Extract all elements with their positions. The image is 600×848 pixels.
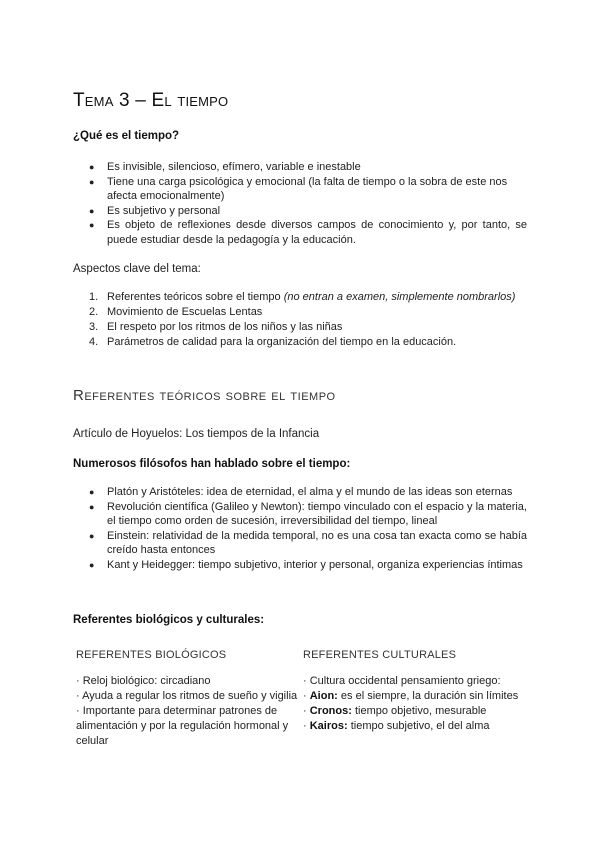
- philosophers-heading: Numerosos filósofos han hablado sobre el tiempo:: [73, 458, 351, 470]
- term-name: Cronos:: [309, 705, 352, 717]
- section-heading-que-es: ¿Qué es el tiempo?: [73, 130, 180, 142]
- biological-column: [76, 648, 298, 749]
- list-item: ● Kant y Heidegger: tiempo subjetivo, interior y personal, organiza experiencias íntimas: [73, 558, 527, 573]
- list-item: ● Es invisible, silencioso, efímero, variable e inestable: [73, 160, 527, 175]
- aspect-item: [73, 290, 543, 305]
- column-line: · Ayuda a regular los ritmos de sueño y vigilia: [76, 690, 298, 702]
- aspects-label: Aspectos clave del tema:: [73, 263, 201, 275]
- item-number: 3.: [89, 321, 99, 333]
- item-number: 4.: [89, 336, 99, 348]
- article-reference: Artículo de Hoyuelos: Los tiempos de la Infancia: [73, 428, 320, 440]
- aspect-item: [73, 320, 543, 335]
- term-desc: tiempo subjetivo, el del alma: [350, 720, 490, 732]
- term-desc: es el siempre, la duración sin límites: [340, 690, 519, 702]
- item-text: Parámetros de calidad para la organización del tiempo en la educación.: [107, 336, 457, 348]
- item-text: Referentes teóricos sobre el tiempo: [107, 291, 281, 303]
- term-name: Kairos:: [309, 720, 348, 732]
- column-header: REFERENTES BIOLÓGICOS: [76, 649, 227, 661]
- term-line: · Aion: es el siempre, la duración sin límites: [303, 690, 519, 702]
- section-title-referentes: Referentes teóricos sobre el tiempo: [73, 387, 336, 404]
- term-line: · Kairos: tiempo subjetivo, el del alma: [303, 720, 490, 732]
- bio-cult-heading: Referentes biológicos y culturales:: [73, 614, 265, 626]
- cultural-column: [303, 648, 533, 734]
- item-number: 2.: [89, 306, 99, 318]
- item-number: 1.: [89, 291, 99, 303]
- que-es-list: [73, 160, 527, 247]
- page-title: Tema 3 – El tiempo: [73, 90, 229, 111]
- list-item: ● Es subjetivo y personal: [73, 204, 527, 219]
- philosophers-list: [73, 485, 527, 572]
- list-item: ● Tiene una carga psicológica y emocional (la falta de tiempo o la sobra de este nos afecta emocionalmente): [73, 175, 527, 204]
- term-name: Aion:: [309, 690, 338, 702]
- aspect-item: [73, 305, 543, 320]
- column-line: · Reloj biológico: circadiano: [76, 675, 211, 687]
- column-header: REFERENTES CULTURALES: [303, 649, 457, 661]
- column-line: · Cultura occidental pensamiento griego:: [303, 675, 501, 687]
- item-text: El respeto por los ritmos de los niños y las niñas: [107, 321, 343, 333]
- list-item: ● Platón y Aristóteles: idea de eternidad, el alma y el mundo de las ideas son eternas: [73, 485, 527, 500]
- term-line: · Cronos: tiempo objetivo, mesurable: [303, 705, 487, 717]
- aspects-list: [73, 290, 543, 350]
- list-item: ● Es objeto de reflexiones desde diversos campos de conocimiento y, por tanto, se puede estudiar desde la pedagogía y la educación.: [73, 218, 527, 247]
- item-text: Movimiento de Escuelas Lentas: [107, 306, 263, 318]
- column-line: · Importante para determinar patrones de alimentación y por la regulación hormonal y celular: [76, 705, 289, 747]
- list-item: ● Revolución científica (Galileo y Newton): tiempo vinculado con el espacio y la materia, el tiempo como orden de sucesión, irreversibilidad del tiempo, lineal: [73, 500, 527, 529]
- item-note: (no entran a examen, simplemente nombrarlos): [283, 291, 516, 303]
- term-desc: tiempo objetivo, mesurable: [354, 705, 487, 717]
- aspect-item: [73, 335, 543, 350]
- list-item: ● Einstein: relatividad de la medida temporal, no es una cosa tan exacta como se había creído hasta entonces: [73, 529, 527, 558]
